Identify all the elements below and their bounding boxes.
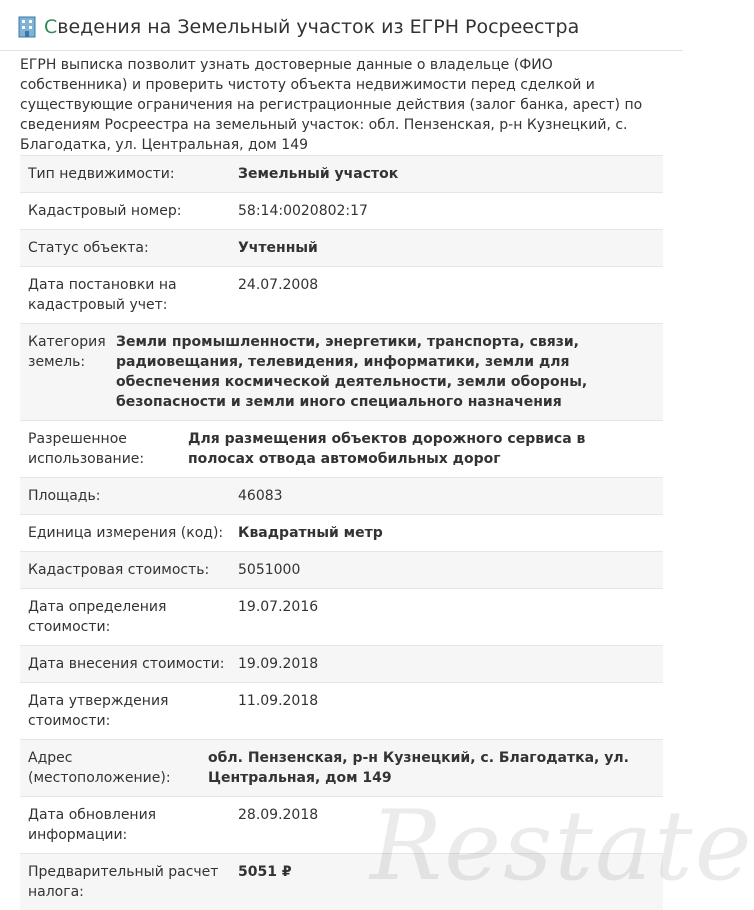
row-value: 5051 ₽ [238,864,292,880]
row-value: Земельный участок [238,166,399,182]
row-value: 58:14:0020802:17 [238,203,368,219]
row-label: Дата утверждения стоимости: [28,693,169,729]
row-value: 19.09.2018 [238,656,319,672]
row-value: 5051000 [238,562,301,578]
page-header [0,0,683,51]
row-value: 24.07.2008 [238,277,319,293]
table-row [20,514,663,551]
row-label: Статус объекта: [28,240,149,256]
table-row [20,796,663,853]
table-row [20,739,663,796]
watermark-logo: Restate [370,790,754,902]
row-value: Для размещения объектов дорожного сервиса в полосах отвода автомобильных дорог [188,431,586,467]
row-label: Дата обновления информации: [28,807,157,843]
row-value: обл. Пензенская, р-н Кузнецкий, с. Благодатка, ул. Центральная, дом 149 [208,750,629,786]
row-value: Квадратный метр [238,525,383,541]
table-row [20,266,663,323]
table-row [20,645,663,682]
property-table [20,155,663,910]
row-value: 46083 [238,488,283,504]
row-value: Учтенный [238,240,318,256]
row-value: 11.09.2018 [238,693,319,709]
table-row [20,420,663,477]
row-label: Кадастровый номер: [28,203,182,219]
table-row [20,682,663,739]
row-label: Категория земель: [28,334,106,370]
row-value: 19.07.2016 [238,599,319,615]
row-label: Единица измерения (код): [28,525,224,541]
row-value: 28.09.2018 [238,807,319,823]
intro-text: ЕГРН выписка позволит узнать достоверные данные о владельце (ФИО собственника) и проверить чистоту объекта недвижимости перед сделкой и существующие ограничения на регистрационные действия (залог банка, арест) по сведениям Росреестра на земельный участок: обл. Пензенская, р-н Кузнецкий, с. Благодатка, ул. Центральная, дом 149 [20,57,643,153]
row-label: Адрес (местоположение): [28,750,171,786]
table-row [20,192,663,229]
row-label: Тип недвижимости: [28,166,175,182]
row-value: Земли промышленности, энергетики, транспорта, связи, радиовещания, телевидения, информатики, земли для обеспечения космической деятельности, земли обороны, безопасности и земли иного специального назначения [116,334,588,410]
table-row [20,588,663,645]
row-label: Дата постановки на кадастровый учет: [28,277,177,313]
table-row [20,229,663,266]
row-label: Кадастровая стоимость: [28,562,210,578]
page-title: Сведения на Земельный участок из ЕГРН Росреестра [44,16,580,38]
table-row [20,155,663,192]
building-icon [18,16,36,38]
row-label: Площадь: [28,488,101,504]
table-row [20,853,663,910]
row-label: Дата определения стоимости: [28,599,167,635]
table-row [20,477,663,514]
row-label: Предварительный расчет налога: [28,864,219,900]
table-row [20,551,663,588]
row-label: Разрешенное использование: [28,431,145,467]
table-row [20,323,663,420]
row-label: Дата внесения стоимости: [28,656,225,672]
